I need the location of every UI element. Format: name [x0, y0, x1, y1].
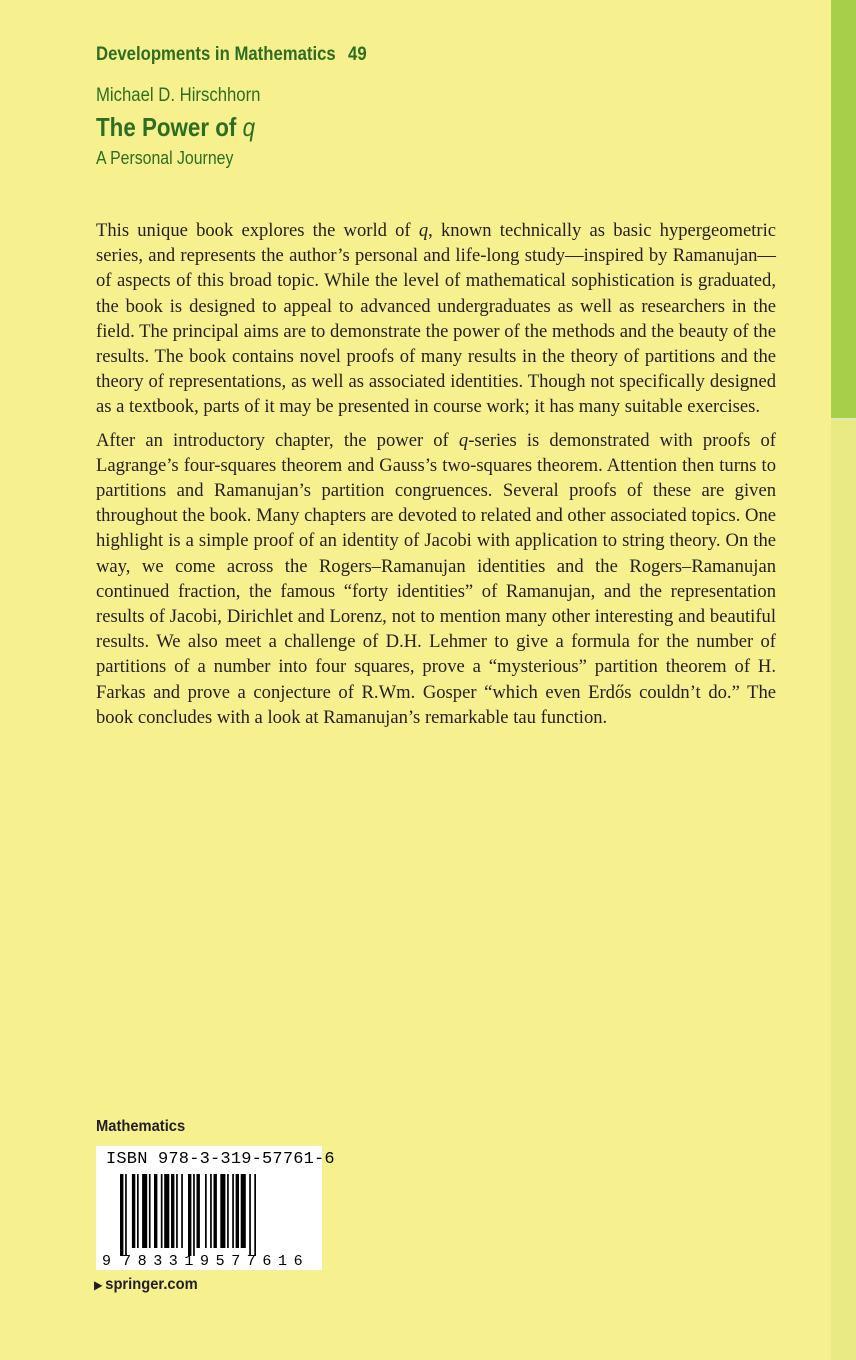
barcode-bar — [232, 1174, 234, 1248]
barcode-graphic — [96, 1146, 322, 1270]
barcode-bar — [120, 1174, 123, 1256]
series-line — [96, 44, 367, 66]
barcode-digit: 9 — [102, 1253, 112, 1270]
barcode-bar — [241, 1174, 246, 1248]
barcode-bar — [205, 1174, 207, 1248]
barcode-digit: 7 — [231, 1253, 241, 1270]
barcode-bar — [210, 1174, 212, 1248]
barcode-digit: 7 — [246, 1253, 256, 1270]
barcode-digit: 7 — [122, 1253, 132, 1270]
back-cover-blurb — [96, 218, 776, 738]
barcode-bar — [176, 1174, 178, 1248]
q-symbol: q — [418, 220, 429, 241]
publisher-website[interactable] — [94, 1276, 198, 1294]
barcode-digit: 8 — [137, 1253, 147, 1270]
barcode-bar — [142, 1174, 147, 1248]
series-number: 49 — [348, 44, 367, 65]
barcode-bar — [197, 1174, 200, 1248]
barcode-bar — [214, 1174, 217, 1248]
barcode-digit: 1 — [278, 1253, 288, 1270]
barcode-bar — [254, 1174, 256, 1256]
barcode-digit: 3 — [168, 1253, 178, 1270]
blurb-text: , known technically as basic hypergeometric series, and represents the author’s personal and life-long study—inspired by Ramanujan—of aspects of this broad topic. While the level of mathematical sophistication is graduated, the book is designed to appeal to advanced undergraduates as well as researchers in the field. The principal aims are to demonstrate the power of the methods and the beauty of the results. The book contains novel proofs of many results in the theory of partitions and the theory of representations, as well as associated identities. Though not specifically designed as a textbook, parts of it may be presented in course work; it has many suitable exercises. — [96, 220, 776, 418]
blurb-paragraph-1 — [96, 218, 776, 420]
barcode-bar — [137, 1174, 139, 1248]
barcode-bar — [236, 1174, 239, 1248]
spine-lower-stripe — [831, 420, 856, 1360]
isbn-label: ISBN 978-3-319-57761-6 — [106, 1150, 335, 1169]
subject-category: Mathematics — [96, 1118, 186, 1135]
barcode-bar — [249, 1174, 251, 1256]
blurb-text: After an introductory chapter, the power of — [96, 429, 459, 451]
barcode-bar — [188, 1174, 191, 1256]
barcode-bar — [154, 1174, 157, 1248]
barcode-bar — [149, 1174, 151, 1248]
barcode-bar — [125, 1174, 127, 1256]
website-label: springer.com — [105, 1276, 198, 1293]
barcode-digit: 1 — [184, 1253, 194, 1270]
barcode-digit: 9 — [200, 1253, 210, 1270]
barcode-bar — [227, 1174, 229, 1248]
barcode-digit: 3 — [153, 1253, 163, 1270]
book-subtitle: A Personal Journey — [96, 148, 234, 168]
title-text: The Power of — [96, 112, 237, 142]
author-name: Michael D. Hirschhorn — [96, 85, 261, 106]
series-name: Developments in Mathematics — [96, 44, 336, 65]
barcode-bar — [161, 1174, 163, 1248]
isbn-barcode — [96, 1146, 335, 1270]
book-title — [96, 112, 255, 143]
spine-accent-stripe — [831, 0, 856, 420]
arrow-right-icon: ▶ — [94, 1278, 103, 1292]
barcode-digit: 6 — [293, 1253, 303, 1270]
q-symbol: q — [458, 429, 469, 451]
barcode-bar — [132, 1174, 135, 1248]
barcode-digit: 6 — [262, 1253, 272, 1270]
blurb-text: This unique book explores the world of — [96, 220, 419, 241]
blurb-paragraph-2 — [96, 428, 776, 730]
barcode-bar — [181, 1174, 183, 1248]
barcode-bar — [193, 1174, 195, 1256]
blurb-text: -series is demonstrated with proofs of Lagrange’s four-squares theorem and Gauss’s two-squares theorem. Attention then turns to partitions and Ramanujan’s partition congruences. Several proofs of these are given throughout the book. Many chapters are devoted to related and other associated topics. One highlight is a simple proof of an identity of Jacobi with application to string theory. On the way, we come across the Rogers–Ramanujan identities and the Rogers–Ramanujan continued fraction, the famous “forty identities” of Ramanujan, and the representation results of Jacobi, Dirichlet and Lorenz, not to mention many other interesting and beautiful results. We also meet a challenge of D.H. Lehmer to give a formula for the number of partitions of a number into four squares, prove a “mysterious” partition theorem of H. Farkas and prove a conjecture of R.Wm. Gosper “which even Erdős couldn’t do.” The book concludes with a look at Ramanujan’s remarkable tau function. — [96, 429, 777, 728]
title-q-symbol: q — [242, 112, 256, 142]
barcode-bar — [164, 1174, 169, 1248]
barcode-digit: 5 — [215, 1253, 225, 1270]
barcode-bar — [171, 1174, 174, 1248]
barcode-bar — [220, 1174, 225, 1248]
